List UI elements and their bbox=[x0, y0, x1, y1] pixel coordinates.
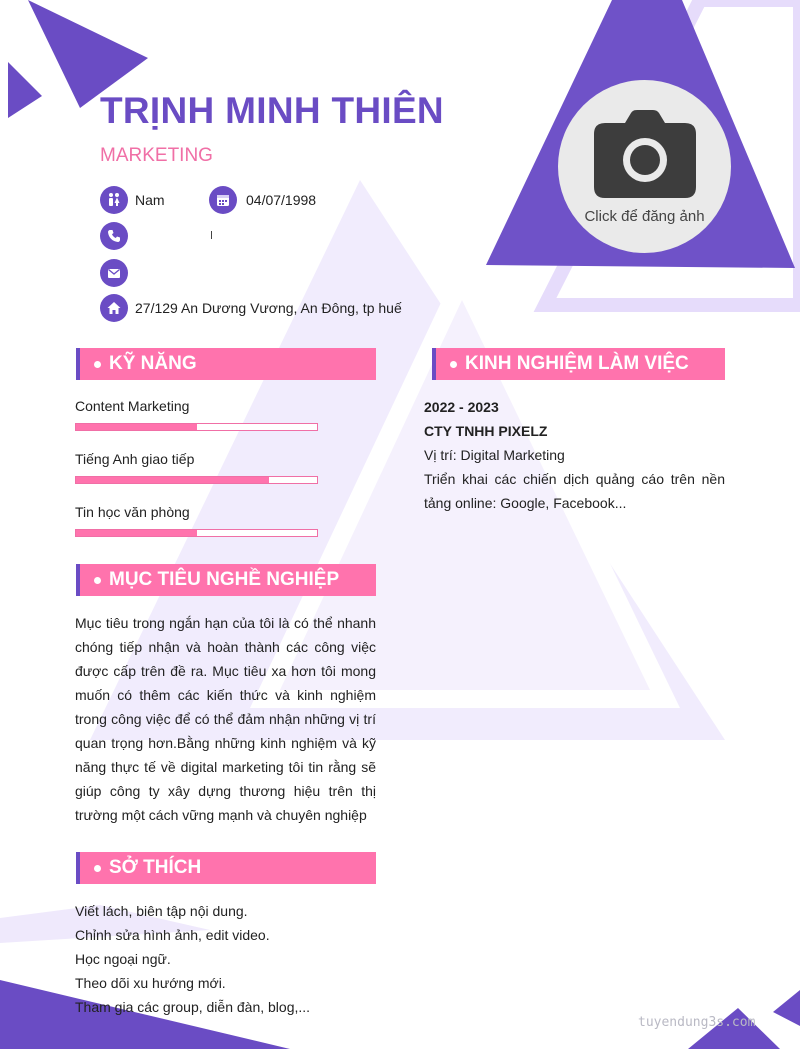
hobby-item: Học ngoại ngữ. bbox=[75, 951, 171, 967]
hobbies-section-header bbox=[76, 852, 376, 884]
skill-item bbox=[75, 398, 318, 431]
experience-entry bbox=[424, 395, 725, 515]
info-email bbox=[100, 259, 135, 287]
skill-fill bbox=[76, 477, 269, 483]
skill-bar bbox=[75, 476, 318, 484]
info-address bbox=[100, 294, 402, 322]
hobby-item: Chỉnh sửa hình ảnh, edit video. bbox=[75, 927, 270, 943]
experience-period: 2022 - 2023 bbox=[424, 399, 499, 415]
skill-item bbox=[75, 451, 318, 484]
info-birthday bbox=[209, 186, 316, 214]
experience-title: KINH NGHIỆM LÀM VIỆC bbox=[465, 353, 689, 374]
objective-title: MỤC TIÊU NGHỀ NGHIỆP bbox=[109, 569, 340, 590]
hobbies-title: SỞ THÍCH bbox=[109, 857, 202, 878]
candidate-role: MARKETING bbox=[100, 145, 213, 166]
hobbies-list bbox=[75, 899, 310, 1019]
skills-title: KỸ NĂNG bbox=[109, 353, 197, 374]
hobby-item: Theo dõi xu hướng mới. bbox=[75, 975, 226, 991]
hobby-item: Viết lách, biên tập nội dung. bbox=[75, 903, 248, 919]
skill-fill bbox=[76, 530, 197, 536]
phone-icon bbox=[100, 222, 128, 250]
skill-fill bbox=[76, 424, 197, 430]
skill-label: Tiếng Anh giao tiếp bbox=[75, 451, 195, 467]
experience-description: Triển khai các chiến dịch quảng cáo trên nền tảng online: Google, Facebook... bbox=[424, 471, 725, 511]
experience-position: Vị trí: Digital Marketing bbox=[424, 447, 565, 463]
photo-upload[interactable] bbox=[558, 80, 731, 253]
address-value: 27/129 An Dương Vương, An Đông, tp huế bbox=[135, 300, 402, 316]
skill-item bbox=[75, 504, 318, 537]
home-icon bbox=[100, 294, 128, 322]
skill-label: Tin học văn phòng bbox=[75, 504, 190, 520]
candidate-name: TRỊNH MINH THIÊN bbox=[100, 90, 444, 131]
camera-icon bbox=[593, 109, 697, 204]
gender-icon bbox=[100, 186, 128, 214]
calendar-icon bbox=[209, 186, 237, 214]
skill-label: Content Marketing bbox=[75, 398, 190, 414]
skill-bar bbox=[75, 529, 318, 537]
photo-upload-label: Click để đăng ảnh bbox=[584, 207, 705, 225]
watermark: tuyendung3s.com bbox=[638, 1015, 756, 1030]
hobby-item: Tham gia các group, diễn đàn, blog,... bbox=[75, 999, 311, 1015]
bottom-right-triangle-b bbox=[773, 990, 800, 1026]
info-gender bbox=[100, 186, 165, 214]
text-cursor bbox=[211, 231, 212, 239]
experience-section-header bbox=[432, 348, 725, 380]
email-icon bbox=[100, 259, 128, 287]
info-phone bbox=[100, 222, 135, 250]
top-left-corner bbox=[8, 62, 42, 118]
objective-text: Mục tiêu trong ngắn hạn của tôi là có thể nhanh chóng tiếp nhận và hoàn thành các công việc được cấp trên đề ra. Mục tiêu xa hơn tôi mong muốn có thêm các kiến thức và kinh nghiệm trong công việc để có thể đảm nhận những vị trí quan trọng hơn.Bằng những kinh nghiệm và kỹ năng thực tế về digital marketing tôi tin rằng sẽ giúp công ty xây dựng thương hiệu trên thị trường một cách vững mạnh và chuyên nghiệp bbox=[75, 615, 376, 823]
bullet-icon bbox=[94, 865, 101, 872]
gender-value: Nam bbox=[135, 192, 165, 208]
bullet-icon bbox=[94, 361, 101, 368]
birthday-value: 04/07/1998 bbox=[246, 192, 317, 208]
skill-bar bbox=[75, 423, 318, 431]
objective-section-header bbox=[76, 564, 376, 596]
bullet-icon bbox=[94, 577, 101, 584]
experience-company: CTY TNHH PIXELZ bbox=[424, 423, 548, 439]
skills-section-header bbox=[76, 348, 376, 380]
bullet-icon bbox=[450, 361, 457, 368]
